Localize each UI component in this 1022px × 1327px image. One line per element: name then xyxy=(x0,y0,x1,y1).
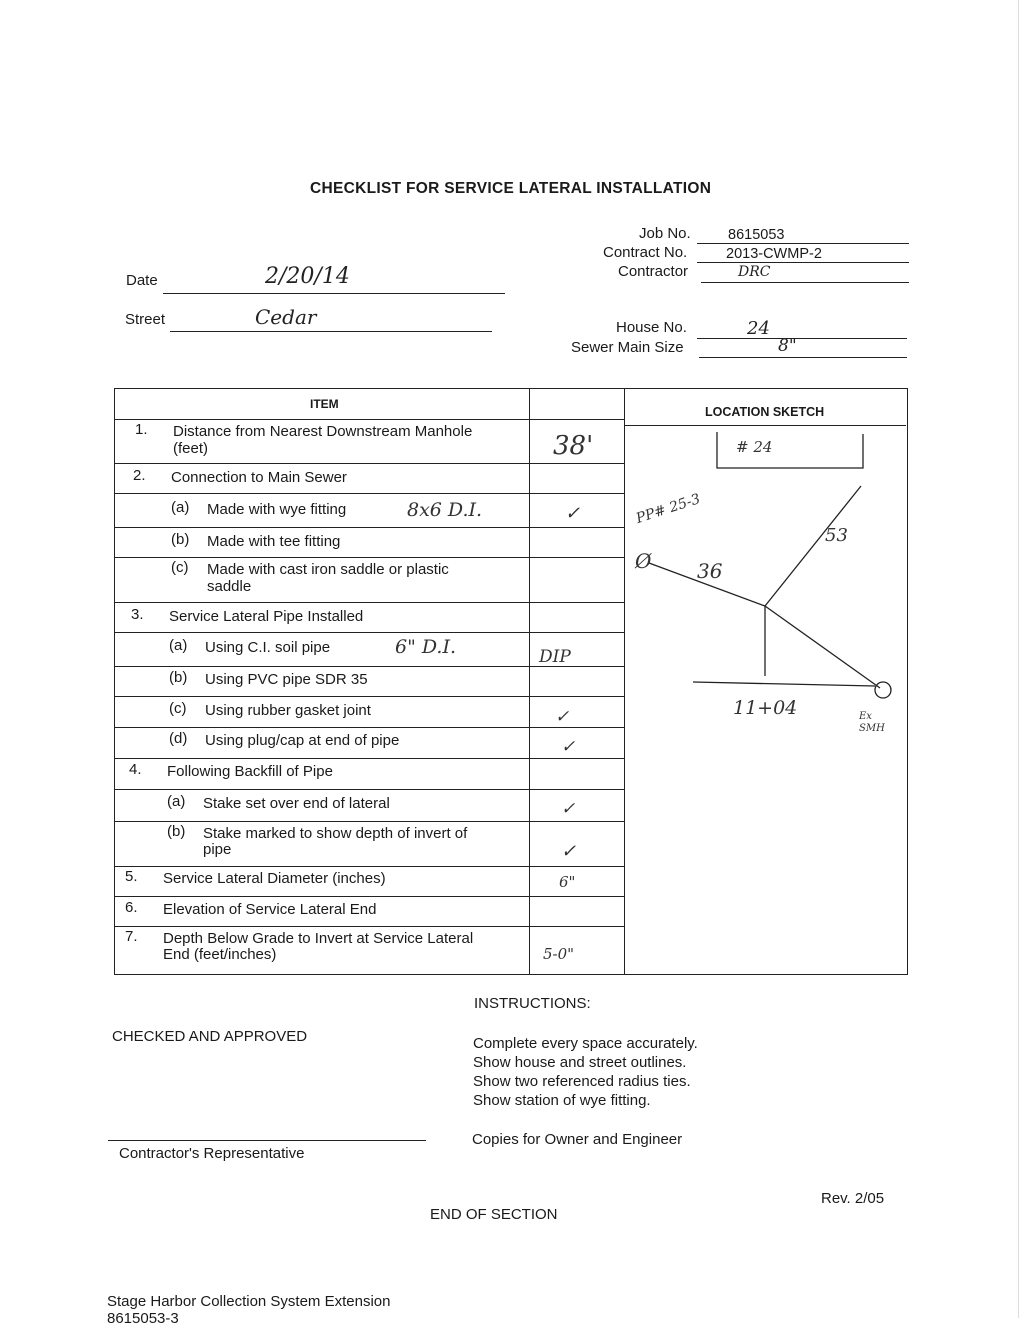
row-divider xyxy=(115,602,624,603)
sketch-tie2: 36 xyxy=(697,559,723,583)
row-number: (c) xyxy=(171,559,189,576)
house-no-line xyxy=(697,338,907,339)
sewer-main-value[interactable]: 8" xyxy=(778,336,797,356)
instruction-line: Show station of wye fitting. xyxy=(473,1092,651,1109)
value-column-divider xyxy=(529,389,530,974)
row-number: (b) xyxy=(167,823,186,840)
form-title: CHECKLIST FOR SERVICE LATERAL INSTALLATION xyxy=(310,180,712,197)
job-no-label: Job No. xyxy=(639,225,691,242)
manhole-symbol xyxy=(875,682,891,698)
tie-line-smh xyxy=(765,606,880,688)
sewer-main-line xyxy=(699,357,907,358)
signature-line[interactable] xyxy=(108,1140,426,1141)
house-no-value[interactable]: 24 xyxy=(747,318,770,339)
house-no-label: House No. xyxy=(616,319,687,336)
row-value[interactable]: ✓ xyxy=(561,841,577,862)
row-divider xyxy=(115,527,624,528)
row-divider xyxy=(115,821,624,822)
row-note: 6" D.I. xyxy=(395,636,457,658)
row-divider xyxy=(115,866,624,867)
instruction-line: Show two referenced radius ties. xyxy=(473,1073,691,1090)
row-number: (b) xyxy=(169,669,188,686)
row-value[interactable]: ✓ xyxy=(565,503,581,524)
row-label: Made with tee fitting xyxy=(207,533,341,550)
page-code: 8615053-3 xyxy=(107,1310,179,1327)
instructions-heading: INSTRUCTIONS: xyxy=(474,995,591,1012)
contractor-rep-label: Contractor's Representative xyxy=(119,1145,305,1162)
row-number: (a) xyxy=(167,793,186,810)
contract-no-line xyxy=(697,262,909,263)
row-label: Stake set over end of lateral xyxy=(203,795,390,812)
date-value[interactable]: 2/20/14 xyxy=(265,264,350,289)
pole-symbol-icon: Ø xyxy=(635,549,652,573)
row-divider xyxy=(115,493,624,494)
contractor-label: Contractor xyxy=(618,263,689,280)
contract-no-label: Contract No. xyxy=(603,244,688,261)
row-value[interactable]: 6" xyxy=(559,873,576,891)
instruction-line: Complete every space accurately. xyxy=(473,1035,698,1052)
sewer-main-line xyxy=(693,682,875,686)
row-number: 6. xyxy=(125,899,138,916)
contractor-line xyxy=(701,282,909,283)
row-note: 8x6 D.I. xyxy=(407,499,483,521)
sketch-pp-label: PP# 25-3 xyxy=(634,491,703,527)
row-divider xyxy=(115,727,624,728)
sketch-tie1: 53 xyxy=(825,525,848,546)
row-divider xyxy=(115,632,624,633)
row-number: 5. xyxy=(125,868,138,885)
row-label: Service Lateral Pipe Installed xyxy=(169,608,364,625)
row-number: (a) xyxy=(169,637,188,654)
revision-label: Rev. 2/05 xyxy=(821,1190,885,1207)
row-number: (a) xyxy=(171,499,190,516)
row-number: 3. xyxy=(131,606,144,623)
row-number: 7. xyxy=(125,928,138,945)
contract-no-value[interactable]: 2013-CWMP-2 xyxy=(726,246,822,262)
project-name: Stage Harbor Collection System Extension xyxy=(107,1293,391,1310)
header-divider xyxy=(115,419,624,420)
row-number: 2. xyxy=(133,467,146,484)
job-no-line xyxy=(697,243,909,244)
sketch-smh-label: Ex SMH xyxy=(859,711,885,734)
row-label-cont: (feet) xyxy=(173,440,209,457)
row-label: Service Lateral Diameter (inches) xyxy=(163,870,386,887)
row-divider xyxy=(115,926,624,927)
date-label: Date xyxy=(126,272,158,289)
job-no-value[interactable]: 8615053 xyxy=(728,227,785,243)
row-value[interactable]: ✓ xyxy=(561,799,576,819)
row-label: Elevation of Service Lateral End xyxy=(163,901,377,918)
row-label: Depth Below Grade to Invert at Service Lateral xyxy=(163,930,474,947)
row-label: Following Backfill of Pipe xyxy=(167,763,333,780)
copies-note: Copies for Owner and Engineer xyxy=(472,1131,683,1148)
row-label: Using PVC pipe SDR 35 xyxy=(205,671,368,688)
row-label: Made with wye fitting xyxy=(207,501,347,518)
row-label-cont: pipe xyxy=(203,841,232,858)
row-divider xyxy=(115,557,624,558)
row-value[interactable]: ✓ xyxy=(555,707,570,727)
row-divider xyxy=(115,758,624,759)
row-label: Stake marked to show depth of invert of xyxy=(203,825,468,842)
tie-line-53 xyxy=(765,486,861,606)
end-of-section: END OF SECTION xyxy=(430,1206,558,1223)
row-label: Using C.I. soil pipe xyxy=(205,639,331,656)
row-label-cont: saddle xyxy=(207,578,252,595)
item-header: ITEM xyxy=(310,397,339,411)
row-number: (d) xyxy=(169,730,188,747)
row-value[interactable]: ✓ xyxy=(561,737,576,757)
row-divider xyxy=(115,463,624,464)
row-label: Using plug/cap at end of pipe xyxy=(205,732,400,749)
row-number: (c) xyxy=(169,700,187,717)
instruction-line: Show house and street outlines. xyxy=(473,1054,687,1071)
contractor-value[interactable]: DRC xyxy=(738,264,771,280)
row-label: Using rubber gasket joint xyxy=(205,702,371,719)
checked-approved: CHECKED AND APPROVED xyxy=(112,1028,308,1045)
row-value[interactable]: DIP xyxy=(539,647,571,667)
row-value[interactable]: 5-0" xyxy=(543,945,575,963)
street-value[interactable]: Cedar xyxy=(255,305,317,329)
street-line xyxy=(170,331,492,332)
row-label: Connection to Main Sewer xyxy=(171,469,347,486)
street-label: Street xyxy=(125,311,166,328)
sewer-main-label: Sewer Main Size xyxy=(571,339,684,356)
row-divider xyxy=(115,696,624,697)
row-value[interactable]: 38' xyxy=(553,431,594,461)
scan-edge xyxy=(1018,0,1019,1318)
row-label-cont: End (feet/inches) xyxy=(163,946,277,963)
row-number: 4. xyxy=(129,761,142,778)
row-label: Made with cast iron saddle or plastic xyxy=(207,561,449,578)
sketch-house-label: # 24 xyxy=(736,438,773,456)
row-divider xyxy=(115,789,624,790)
row-divider xyxy=(115,896,624,897)
sketch-station: 11+04 xyxy=(733,697,798,719)
row-label: Distance from Nearest Downstream Manhole xyxy=(173,423,473,440)
row-number: 1. xyxy=(135,421,148,438)
sketch-header: LOCATION SKETCH xyxy=(705,405,825,419)
row-number: (b) xyxy=(171,531,190,548)
checklist-table xyxy=(114,388,908,975)
date-line xyxy=(163,293,505,294)
